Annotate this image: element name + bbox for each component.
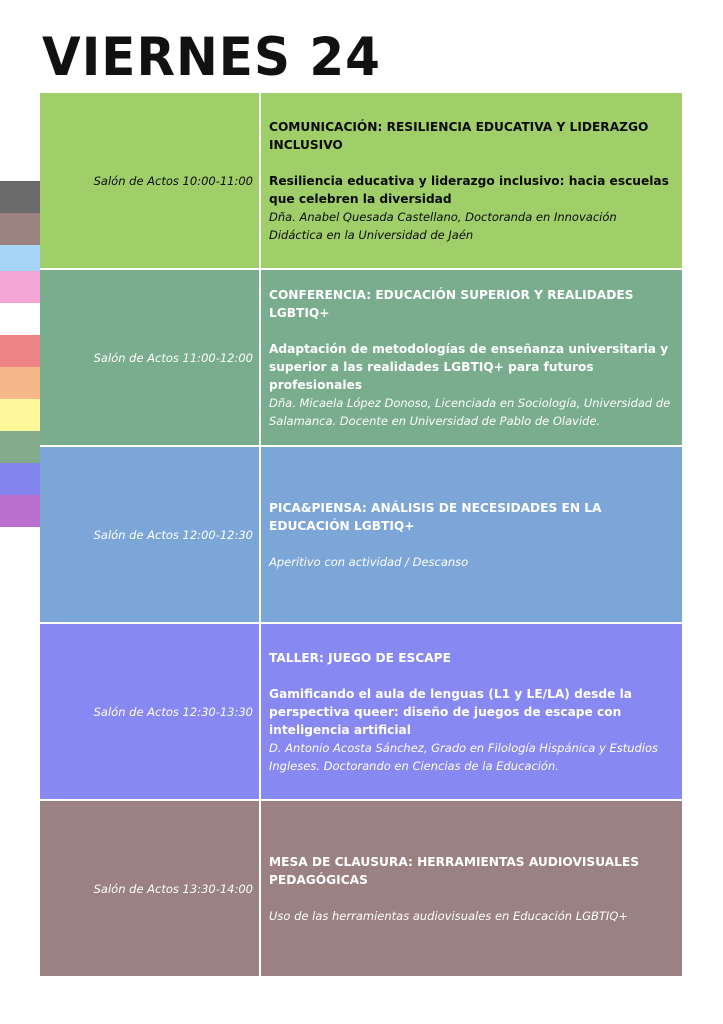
session-details [261, 447, 682, 622]
session-details [261, 93, 682, 268]
talk-title: Adaptación de metodologías de enseñanza universitaria y superior a las realidades LGBTIQ+ para futuros profesionales [269, 341, 669, 392]
session-title: CONFERENCIA: EDUCACIÓN SUPERIOR Y REALIDADES LGBTIQ+ [269, 287, 634, 320]
speaker-info: Dña. Micaela López Donoso, Licenciada en Sociología, Universidad de Salamanca. Docente en Universidad de Pablo de Olavide. [269, 395, 671, 428]
session-details [261, 270, 682, 445]
stripe-purple [0, 495, 40, 527]
speaker-info: Dña. Anabel Quesada Castellano, Doctoranda en Innovación Didáctica en la Universidad de Jaén [269, 209, 617, 242]
stripe-brown [0, 213, 40, 245]
stripe-yellow [0, 399, 40, 431]
speaker-info: D. Antonio Acosta Sánchez, Grado en Filología Hispánica y Estudios Ingleses. Doctorando en Ciencias de la Educación. [269, 740, 659, 773]
stripe-white [0, 303, 40, 335]
session-time: Salón de Actos 13:30-14:00 [40, 801, 261, 976]
session-title: TALLER: JUEGO DE ESCAPE [269, 650, 451, 665]
session-note: Aperitivo con actividad / Descanso [269, 554, 469, 569]
session-time: Salón de Actos 12:00-12:30 [40, 447, 261, 622]
schedule-row [40, 801, 682, 978]
talk-title: Gamificando el aula de lenguas (L1 y LE/LA) desde la perspectiva queer: diseño de juegos de escape con inteligencia artificial [269, 686, 632, 737]
schedule-row [40, 447, 682, 624]
stripe-gray [0, 181, 40, 213]
session-note: Uso de las herramientas audiovisuales en Educación LGBTIQ+ [269, 908, 629, 923]
stripe-green [0, 431, 40, 463]
talk-title: Resiliencia educativa y liderazgo inclusivo: hacia escuelas que celebren la diversidad [269, 173, 669, 206]
stripe-orange [0, 367, 40, 399]
session-details [261, 801, 682, 976]
session-title: COMUNICACIÓN: RESILIENCIA EDUCATIVA Y LIDERAZGO INCLUSIVO [269, 119, 649, 152]
pride-color-stripes [0, 181, 40, 527]
schedule-row [40, 624, 682, 801]
stripe-pink [0, 271, 40, 303]
session-details [261, 624, 682, 799]
stripe-red [0, 335, 40, 367]
stripe-light-blue [0, 245, 40, 271]
session-time: Salón de Actos 10:00-11:00 [40, 93, 261, 268]
schedule-table [40, 92, 682, 978]
page-title: VIERNES 24 [42, 26, 381, 88]
schedule-row [40, 270, 682, 447]
session-time: Salón de Actos 11:00-12:00 [40, 270, 261, 445]
session-time: Salón de Actos 12:30-13:30 [40, 624, 261, 799]
session-title: MESA DE CLAUSURA: HERRAMIENTAS AUDIOVISUALES PEDAGÓGICAS [269, 854, 640, 887]
schedule-row [40, 93, 682, 270]
stripe-blue [0, 463, 40, 495]
session-title: PICA&PIENSA: ANÁLISIS DE NECESIDADES EN LA EDUCACIÓN LGBTIQ+ [269, 500, 602, 533]
